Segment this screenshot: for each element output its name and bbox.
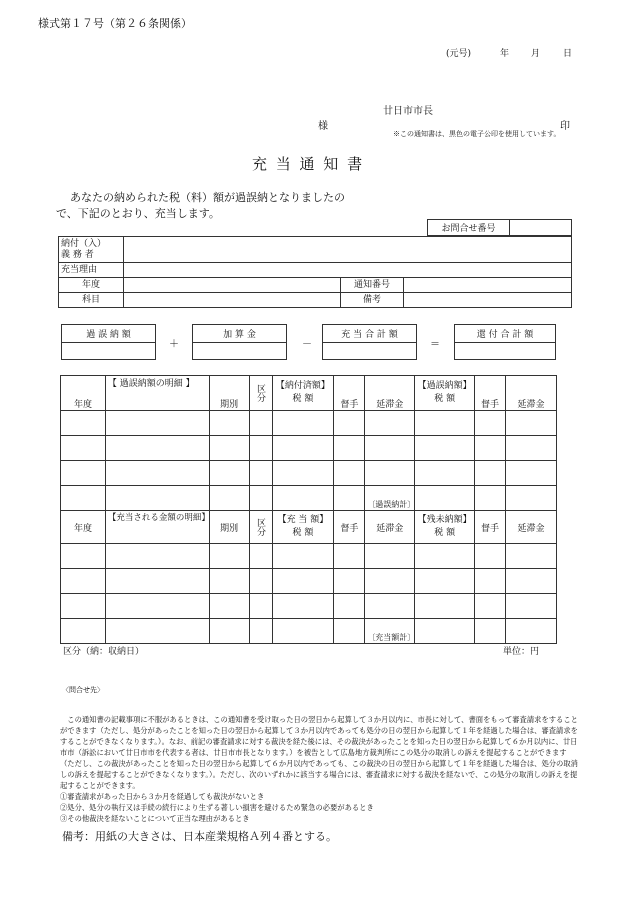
inquiry-number-value: [510, 220, 572, 236]
payer-label: [59, 237, 124, 263]
appeal-notes: [60, 714, 578, 824]
d1-overpaid-tax: 税 額: [434, 394, 456, 404]
d2-year-header: 年度: [61, 511, 106, 544]
document-title: 充 当 通 知 書: [252, 155, 365, 173]
item-value: [124, 293, 341, 308]
refund-total-box: [454, 324, 556, 360]
date-day: 日: [563, 49, 573, 59]
bottom-remark: 備考：用紙の大きさは、日本産業規格Ａ列４番とする。: [62, 830, 337, 843]
applied-total-box: [322, 324, 417, 360]
d1-period-header: 期別: [209, 376, 249, 411]
d1-paid-tax: 税 額: [292, 394, 314, 404]
table-row: [61, 619, 557, 644]
intro-line-1: あなたの納められた税（料）額が過誤納となりましたの: [70, 191, 345, 204]
note-item-3: ③その他裁決を経ないことについて正当な理由があるとき: [60, 814, 250, 823]
d2-kubun-header: 区分: [249, 511, 272, 544]
date-year: 年: [500, 49, 510, 59]
kubun-legend: 区分（納：収納日）: [63, 647, 145, 657]
issuer-name: 廿日市市長: [383, 106, 433, 117]
additional-box: [192, 324, 287, 360]
reason-label: 充当理由: [59, 263, 124, 278]
unit-label: 単位：円: [503, 647, 540, 657]
year-label: 年度: [59, 278, 124, 293]
d1-delay2-header: 延滞金: [506, 376, 557, 411]
d2-unpaid-bracket: 【残未納額】: [417, 515, 472, 525]
inquiry-number-label: お問合せ番号: [428, 220, 510, 236]
payer-value: [124, 237, 572, 263]
d1-overpaid-bracket: 【過誤納額】: [417, 381, 472, 391]
note-main: この通知書の記載事項に不服があるときは、この通知書を受け取った日の翌日から起算して３か月以内に、市長に対して、書面をもって審査請求をすることができます（ただし、処分があったことを知った日の翌日から起算して３か月以内であっても処分の日の翌日から起算して１年を経過した場合は、審査請求をすることができなくなります。）。なお、前記の審査請求に対する裁決を経た後には、その裁決があったことを知った日の翌日から起算して６か月以内に、廿日市市（訴訟において廿日市市を代表する者は、廿日市市長となります。）を被告として広島地方裁判所にこの処分の取消しの訴えを提起することができます（ただし、この裁決があったことを知った日の翌日から起算して６か月以内であっても、この裁決の日の翌日から起算して１年を経過した場合は、処分の取消しの訴えを提起することができなくなります。）。ただし、次のいずれかに該当する場合には、審査請求に対する裁決を経ないで、この処分の取消しの訴えを提起することができます。: [60, 715, 578, 790]
minus-sign: －: [302, 339, 312, 350]
d2-unpaid-tax: 税 額: [434, 528, 456, 538]
form-number: 様式第１７号（第２６条関係）: [38, 17, 192, 30]
remarks-label: 備考: [341, 293, 404, 308]
d2-delay2-header: 延滞金: [506, 511, 557, 544]
info-table: [58, 236, 572, 308]
contact-label: 〈問合せ先〉: [62, 686, 104, 694]
d1-tokushu2-header: 督手: [475, 376, 506, 411]
date-era: (元号): [446, 49, 472, 59]
reason-value: [124, 263, 572, 278]
d2-applied-bracket: 【充 当 額】: [277, 515, 329, 525]
applied-total-value: [323, 343, 417, 360]
table-row: [61, 486, 557, 511]
table-row: [61, 544, 557, 569]
overpaid-label: 過 誤 納 額: [62, 325, 156, 343]
refund-total-value: [455, 343, 556, 360]
d2-period-header: 期別: [209, 511, 249, 544]
note-item-1: ①審査請求があった日から３か月を経過しても裁決がないとき: [60, 792, 265, 801]
table-row: [61, 411, 557, 436]
d1-kubun-header: 区分: [249, 376, 272, 411]
d2-tokushu-header: 督手: [334, 511, 365, 544]
d2-detail-header: 【充当される金額の明細】: [105, 511, 209, 544]
d2-applied-tax: 税 額: [292, 528, 314, 538]
table-row: [61, 569, 557, 594]
d1-year-header: 年度: [61, 376, 106, 411]
additional-value: [193, 343, 287, 360]
applied-total-label: 充 当 合 計 額: [323, 325, 417, 343]
overpaid-total-label: 〔過誤納計〕: [365, 486, 415, 511]
d2-tokushu2-header: 督手: [475, 511, 506, 544]
overpaid-value: [62, 343, 156, 360]
table-row: [61, 594, 557, 619]
table-row: [61, 461, 557, 486]
d1-paid-header: [272, 376, 334, 411]
recipient-suffix: 様: [318, 121, 328, 132]
payer-label-line-2: 義 務 者: [61, 249, 94, 260]
inquiry-number-box: [427, 219, 572, 236]
overpaid-box: [61, 324, 156, 360]
d2-applied-header: [272, 511, 334, 544]
d1-paid-bracket: 【納付済額】: [275, 381, 330, 391]
payer-label-line-1: 納付（入）: [61, 238, 107, 249]
equals-sign: ＝: [430, 339, 440, 350]
d1-delay-header: 延滞金: [365, 376, 415, 411]
d2-unpaid-header: [415, 511, 475, 544]
notice-number-label: 通知番号: [341, 278, 404, 293]
d1-detail-header: 【 過誤納額の明細 】: [105, 376, 209, 411]
date-month: 月: [531, 49, 541, 59]
d1-tokushu-header: 督手: [334, 376, 365, 411]
detail-table: [60, 375, 557, 644]
additional-label: 加 算 金: [193, 325, 287, 343]
applied-total-row-label: 〔充当額計〕: [365, 619, 415, 644]
item-label: 科目: [59, 293, 124, 308]
d1-overpaid-header: [415, 376, 475, 411]
plus-sign: ＋: [169, 339, 179, 350]
intro-line-2: で、下記のとおり、充当します。: [56, 207, 220, 220]
d2-delay-header: 延滞金: [365, 511, 415, 544]
seal-mark: 印: [560, 121, 570, 132]
year-value: [124, 278, 341, 293]
refund-total-label: 還 付 合 計 額: [455, 325, 556, 343]
notice-number-value: [404, 278, 572, 293]
seal-note: ※この通知書は、黒色の電子公印を使用しています。: [393, 130, 561, 138]
remarks-value: [404, 293, 572, 308]
note-item-2: ②処分、処分の執行又は手続の続行により生ずる著しい損害を避けるため緊急の必要があるとき: [60, 803, 374, 812]
table-row: [61, 436, 557, 461]
